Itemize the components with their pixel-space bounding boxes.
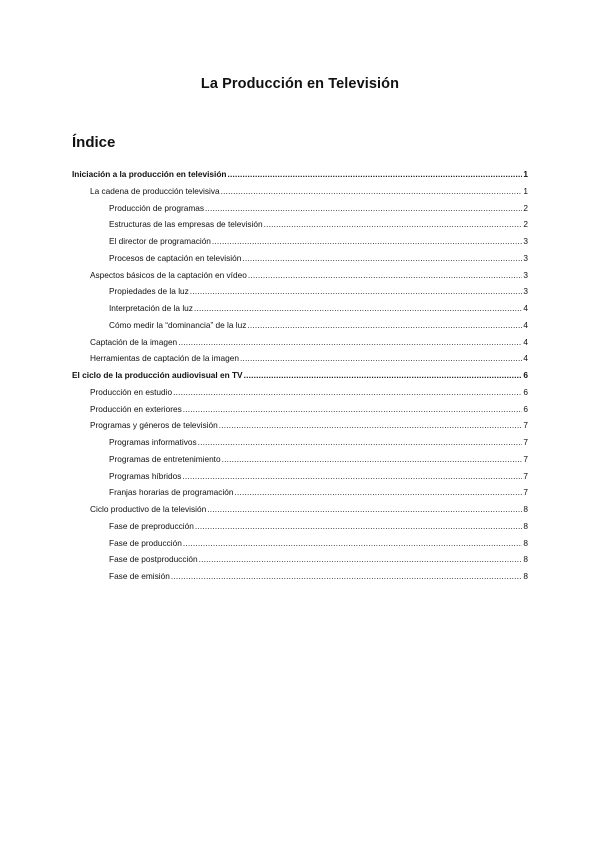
toc-entry-page: 7 [523,437,528,447]
toc-entry-page: 8 [523,520,528,531]
toc-entry[interactable] [72,337,528,354]
toc-leader [182,471,522,481]
toc-leader [242,253,522,263]
toc-leader [247,320,522,330]
toc-entry-title: Programas informativos [109,437,197,447]
toc-entry-title: Captación de la imagen [90,336,178,347]
toc-entry-page: 3 [523,286,528,297]
toc-entry-page: 8 [523,504,528,514]
toc-entry-title: Programas de entretenimiento [109,453,221,464]
toc-entry-page: 7 [523,487,528,498]
toc-entry[interactable] [72,203,528,220]
toc-leader [198,437,523,447]
toc-leader [248,270,523,280]
toc-entry-page: 4 [523,303,528,313]
toc-entry[interactable] [72,353,528,370]
toc-leader [171,571,523,581]
toc-entry-page: 6 [523,370,528,380]
toc-entry-title: Producción en exteriores [90,403,182,414]
toc-entry-page: 2 [523,202,528,213]
toc-entry[interactable] [72,521,528,538]
toc-entry-page: 7 [523,453,528,464]
toc-leader [205,203,522,213]
toc-entry[interactable] [72,270,528,287]
toc-entry-page: 7 [523,420,528,431]
toc-entry[interactable] [72,320,528,337]
toc-leader [183,538,523,548]
toc-entry-title: Procesos de captación en televisión [109,252,242,263]
toc-entry[interactable] [72,219,528,236]
toc-leader [227,169,522,179]
toc-leader [173,387,522,397]
toc-entry[interactable] [72,538,528,555]
toc-entry[interactable] [72,554,528,571]
toc-entry-title: Producción en estudio [90,386,173,397]
toc-entry[interactable] [72,420,528,437]
toc-entry-title: La cadena de producción televisiva [90,185,220,196]
toc-entry[interactable] [72,370,528,387]
toc-entry-title: El director de programación [109,236,211,246]
toc-entry-page: 4 [523,319,528,330]
toc-entry[interactable] [72,404,528,421]
toc-entry-page: 4 [523,336,528,347]
toc-leader [178,337,522,347]
toc-entry-title: Fase de postproducción [109,554,198,565]
toc-entry-page: 8 [523,537,528,548]
toc-leader [190,286,523,296]
toc-entry[interactable] [72,471,528,488]
toc-entry-page: 3 [523,236,528,246]
toc-entry-title: Cómo medir la “dominancia” de la luz [109,319,247,330]
toc-entry[interactable] [72,236,528,253]
page-title: La Producción en Televisión [200,76,400,92]
toc-leader [212,236,522,246]
toc-entry[interactable] [72,487,528,504]
toc-entry-title: Estructuras de las empresas de televisión [109,219,263,230]
toc-entry-page: 1 [523,185,528,196]
toc-entry-title: Iniciación a la producción en televisión [72,169,227,179]
toc-entry-title: Programas híbridos [109,470,182,481]
toc-entry-title: Interpretación de la luz [109,303,193,313]
toc-leader [183,404,523,414]
toc-leader [207,504,522,514]
toc-entry-title: Propiedades de la luz [109,286,189,297]
toc-leader [221,186,523,196]
toc-entry[interactable] [72,571,528,588]
toc-entry-title: Ciclo productivo de la televisión [90,504,207,514]
toc-entry-title: Franjas horarias de programación [109,487,234,498]
toc-leader [219,420,523,430]
toc-entry-title: El ciclo de la producción audiovisual en TV [72,370,243,380]
toc-leader [240,353,522,363]
toc-entry[interactable] [72,454,528,471]
toc-entry[interactable] [72,286,528,303]
toc-leader [264,219,523,229]
toc-entry[interactable] [72,169,528,186]
toc-leader [199,554,523,564]
toc-entry[interactable] [72,186,528,203]
toc-leader [235,487,523,497]
toc-entry-page: 7 [523,470,528,481]
toc-entry[interactable] [72,303,528,320]
toc-entry-title: Fase de emisión [109,571,170,581]
toc-entry-title: Programas y géneros de televisión [90,420,218,431]
toc-entry[interactable] [72,387,528,404]
toc-heading: Índice [72,134,116,151]
table-of-contents [72,169,528,588]
toc-leader [194,303,522,313]
toc-entry-page: 2 [523,219,528,230]
toc-entry-page: 6 [523,403,528,414]
toc-entry-title: Herramientas de captación de la imagen [90,353,239,364]
toc-entry-title: Fase de producción [109,537,182,548]
toc-entry[interactable] [72,437,528,454]
toc-entry-page: 3 [523,269,528,280]
toc-leader [222,454,523,464]
toc-entry-page: 3 [523,252,528,263]
toc-entry-title: Aspectos básicos de la captación en vídeo [90,269,247,280]
toc-entry[interactable] [72,504,528,521]
toc-entry-page: 6 [523,386,528,397]
toc-entry-page: 1 [523,169,528,179]
toc-entry-page: 8 [523,554,528,565]
toc-leader [195,521,523,531]
toc-leader [244,370,523,380]
toc-entry[interactable] [72,253,528,270]
toc-entry-page: 8 [523,571,528,581]
toc-entry-title: Fase de preproducción [109,520,194,531]
toc-entry-title: Producción de programas [109,202,205,213]
toc-entry-page: 4 [523,353,528,364]
